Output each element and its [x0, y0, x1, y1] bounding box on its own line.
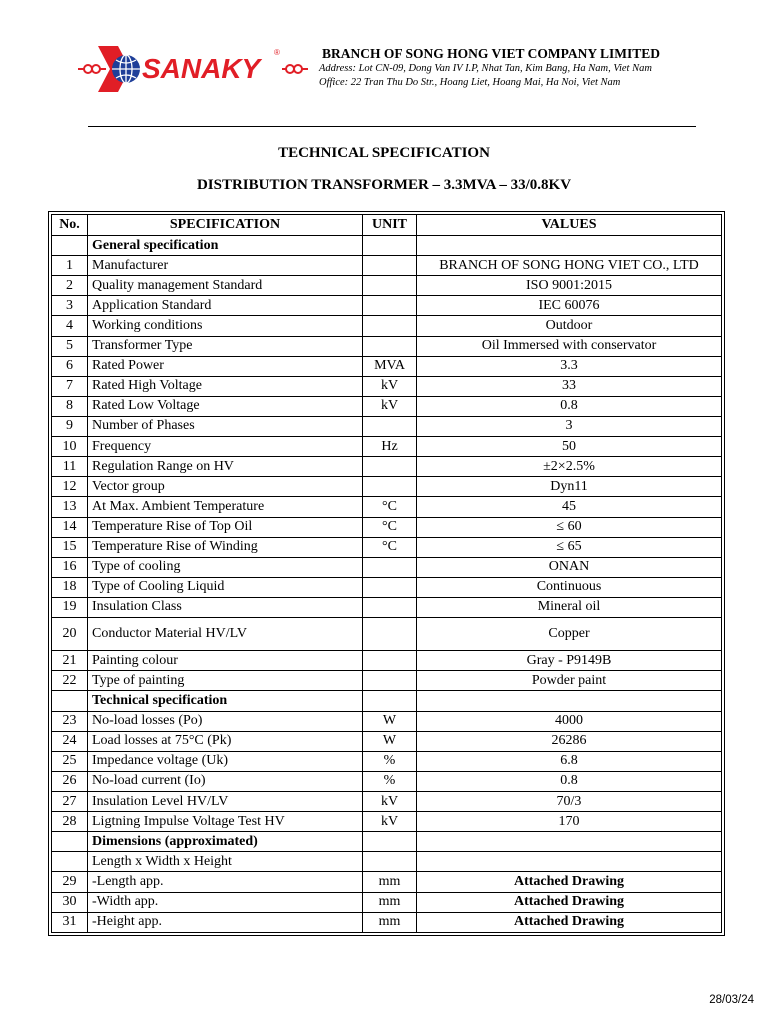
row-number: 3: [52, 296, 88, 316]
table-row: [52, 671, 722, 691]
table-row: [52, 597, 722, 617]
row-unit: kV: [363, 792, 417, 812]
row-number: 25: [52, 751, 88, 771]
row-unit: °C: [363, 537, 417, 557]
row-unit: [363, 477, 417, 497]
table-row: [52, 517, 722, 537]
spec-table: [51, 214, 722, 933]
row-specification: Type of painting: [88, 671, 363, 691]
row-number: [52, 852, 88, 872]
row-specification: Working conditions: [88, 316, 363, 336]
row-value: IEC 60076: [417, 296, 722, 316]
row-unit: kV: [363, 396, 417, 416]
spec-table-body: [52, 236, 722, 933]
table-row: [52, 316, 722, 336]
row-value: ISO 9001:2015: [417, 276, 722, 296]
row-unit: [363, 276, 417, 296]
col-header-unit: UNIT: [363, 215, 417, 236]
row-unit: mm: [363, 912, 417, 932]
row-number: 28: [52, 812, 88, 832]
row-unit: kV: [363, 376, 417, 396]
table-row: [52, 336, 722, 356]
table-row: [52, 356, 722, 376]
row-specification: Insulation Level HV/LV: [88, 792, 363, 812]
row-value: Attached Drawing: [417, 872, 722, 892]
row-value: 6.8: [417, 751, 722, 771]
document-subtitle: DISTRIBUTION TRANSFORMER – 3.3MVA – 33/0.8KV: [196, 177, 572, 193]
row-specification: Conductor Material HV/LV: [88, 618, 363, 651]
row-specification: Technical specification: [88, 691, 363, 711]
row-value: [417, 236, 722, 256]
document-title: TECHNICAL SPECIFICATION: [278, 145, 490, 161]
row-value: Powder paint: [417, 671, 722, 691]
row-specification: Painting colour: [88, 651, 363, 671]
row-unit: [363, 651, 417, 671]
row-value: Mineral oil: [417, 597, 722, 617]
row-number: 6: [52, 356, 88, 376]
row-number: 15: [52, 537, 88, 557]
table-row: [52, 892, 722, 912]
row-value: ONAN: [417, 557, 722, 577]
row-specification: Regulation Range on HV: [88, 457, 363, 477]
row-number: 27: [52, 792, 88, 812]
row-unit: [363, 832, 417, 852]
row-unit: %: [363, 771, 417, 791]
row-specification: Rated Low Voltage: [88, 396, 363, 416]
row-unit: [363, 316, 417, 336]
row-specification: Application Standard: [88, 296, 363, 316]
table-row: [52, 376, 722, 396]
row-value: 0.8: [417, 771, 722, 791]
row-value: BRANCH OF SONG HONG VIET CO., LTD: [417, 256, 722, 276]
row-number: 8: [52, 396, 88, 416]
row-specification: Quality management Standard: [88, 276, 363, 296]
table-row: [52, 396, 722, 416]
company-address: Address: Lot CN-09, Dong Van IV I.P, Nhat Tan, Kim Bang, Ha Nam, Viet Nam: [319, 63, 652, 74]
row-number: 23: [52, 711, 88, 731]
row-specification: -Width app.: [88, 892, 363, 912]
table-row: [52, 711, 722, 731]
table-section-row: [52, 236, 722, 256]
table-row: [52, 477, 722, 497]
table-section-row: [52, 832, 722, 852]
row-unit: °C: [363, 497, 417, 517]
row-value: [417, 691, 722, 711]
row-specification: Manufacturer: [88, 256, 363, 276]
row-number: [52, 832, 88, 852]
row-number: 31: [52, 912, 88, 932]
row-unit: %: [363, 751, 417, 771]
row-specification: Temperature Rise of Winding: [88, 537, 363, 557]
row-specification: Length x Width x Height: [88, 852, 363, 872]
row-value: 70/3: [417, 792, 722, 812]
row-number: 19: [52, 597, 88, 617]
table-row: [52, 276, 722, 296]
row-specification: Type of cooling: [88, 557, 363, 577]
row-unit: [363, 852, 417, 872]
table-row: [52, 731, 722, 751]
row-number: 22: [52, 671, 88, 691]
row-number: 7: [52, 376, 88, 396]
row-number: 1: [52, 256, 88, 276]
table-row: [52, 912, 722, 932]
row-unit: [363, 671, 417, 691]
sanaky-logo: [78, 42, 310, 94]
row-unit: [363, 597, 417, 617]
table-row: [52, 852, 722, 872]
link-symbol-icon: [282, 65, 308, 73]
row-unit: W: [363, 711, 417, 731]
brand-wordmark: SANAKY: [142, 53, 261, 84]
row-specification: At Max. Ambient Temperature: [88, 497, 363, 517]
row-number: 30: [52, 892, 88, 912]
table-row: [52, 872, 722, 892]
table-row: [52, 416, 722, 436]
row-number: 12: [52, 477, 88, 497]
row-specification: Vector group: [88, 477, 363, 497]
header-divider: [88, 126, 696, 127]
table-row: [52, 771, 722, 791]
row-specification: Rated High Voltage: [88, 376, 363, 396]
row-number: [52, 236, 88, 256]
table-row: [52, 618, 722, 651]
row-value: [417, 832, 722, 852]
row-value: 33: [417, 376, 722, 396]
row-number: 9: [52, 416, 88, 436]
row-value: 50: [417, 437, 722, 457]
row-value: 3.3: [417, 356, 722, 376]
row-specification: Load losses at 75°C (Pk): [88, 731, 363, 751]
row-unit: mm: [363, 892, 417, 912]
row-value: 3: [417, 416, 722, 436]
company-office: Office: 22 Tran Thu Do Str., Hoang Liet, Hoang Mai, Ha Noi, Viet Nam: [319, 77, 621, 88]
row-specification: No-load current (Io): [88, 771, 363, 791]
col-header-values: VALUES: [417, 215, 722, 236]
row-value: ±2×2.5%: [417, 457, 722, 477]
row-unit: kV: [363, 812, 417, 832]
row-number: 20: [52, 618, 88, 651]
row-specification: Frequency: [88, 437, 363, 457]
row-specification: -Height app.: [88, 912, 363, 932]
row-number: 26: [52, 771, 88, 791]
row-specification: Rated Power: [88, 356, 363, 376]
row-unit: [363, 336, 417, 356]
row-value: Attached Drawing: [417, 912, 722, 932]
row-unit: °C: [363, 517, 417, 537]
row-value: ≤ 60: [417, 517, 722, 537]
row-number: 2: [52, 276, 88, 296]
col-header-no: No.: [52, 215, 88, 236]
letterhead: [0, 0, 768, 130]
row-number: 16: [52, 557, 88, 577]
row-unit: [363, 557, 417, 577]
row-unit: mm: [363, 872, 417, 892]
col-header-specification: SPECIFICATION: [88, 215, 363, 236]
row-specification: Ligtning Impulse Voltage Test HV: [88, 812, 363, 832]
row-specification: Type of Cooling Liquid: [88, 577, 363, 597]
row-unit: [363, 416, 417, 436]
row-unit: Hz: [363, 437, 417, 457]
table-row: [52, 792, 722, 812]
row-number: 5: [52, 336, 88, 356]
table-header-row: [52, 215, 722, 236]
row-value: 0.8: [417, 396, 722, 416]
row-value: 45: [417, 497, 722, 517]
table-row: [52, 256, 722, 276]
table-row: [52, 296, 722, 316]
row-value: Copper: [417, 618, 722, 651]
table-row: [52, 457, 722, 477]
row-number: 21: [52, 651, 88, 671]
row-number: 10: [52, 437, 88, 457]
row-number: 14: [52, 517, 88, 537]
table-row: [52, 812, 722, 832]
table-row: [52, 437, 722, 457]
row-specification: -Length app.: [88, 872, 363, 892]
print-date: 28/03/24: [709, 994, 754, 1006]
row-value: Gray - P9149B: [417, 651, 722, 671]
row-value: 4000: [417, 711, 722, 731]
row-value: ≤ 65: [417, 537, 722, 557]
table-row: [52, 537, 722, 557]
svg-text:®: ®: [274, 48, 280, 57]
row-number: 29: [52, 872, 88, 892]
spec-table-frame: [48, 211, 725, 936]
row-value: 170: [417, 812, 722, 832]
row-value: Attached Drawing: [417, 892, 722, 912]
table-row: [52, 557, 722, 577]
row-specification: General specification: [88, 236, 363, 256]
row-unit: [363, 236, 417, 256]
row-value: [417, 852, 722, 872]
row-value: 26286: [417, 731, 722, 751]
row-value: Continuous: [417, 577, 722, 597]
row-unit: [363, 256, 417, 276]
row-specification: Number of Phases: [88, 416, 363, 436]
table-row: [52, 751, 722, 771]
row-number: 4: [52, 316, 88, 336]
row-specification: Temperature Rise of Top Oil: [88, 517, 363, 537]
link-symbol-icon: [78, 65, 106, 73]
table-row: [52, 577, 722, 597]
row-unit: MVA: [363, 356, 417, 376]
row-unit: [363, 691, 417, 711]
table-row: [52, 497, 722, 517]
row-unit: [363, 618, 417, 651]
row-unit: [363, 457, 417, 477]
row-specification: Insulation Class: [88, 597, 363, 617]
row-value: Oil Immersed with conservator: [417, 336, 722, 356]
row-number: 24: [52, 731, 88, 751]
row-unit: W: [363, 731, 417, 751]
row-specification: No-load losses (Po): [88, 711, 363, 731]
row-specification: Impedance voltage (Uk): [88, 751, 363, 771]
row-unit: [363, 577, 417, 597]
table-section-row: [52, 691, 722, 711]
company-name: BRANCH OF SONG HONG VIET COMPANY LIMITED: [322, 46, 661, 61]
row-specification: Dimensions (approximated): [88, 832, 363, 852]
row-value: Outdoor: [417, 316, 722, 336]
row-number: 18: [52, 577, 88, 597]
row-number: [52, 691, 88, 711]
row-number: 11: [52, 457, 88, 477]
row-number: 13: [52, 497, 88, 517]
row-specification: Transformer Type: [88, 336, 363, 356]
row-value: Dyn11: [417, 477, 722, 497]
table-row: [52, 651, 722, 671]
row-unit: [363, 296, 417, 316]
